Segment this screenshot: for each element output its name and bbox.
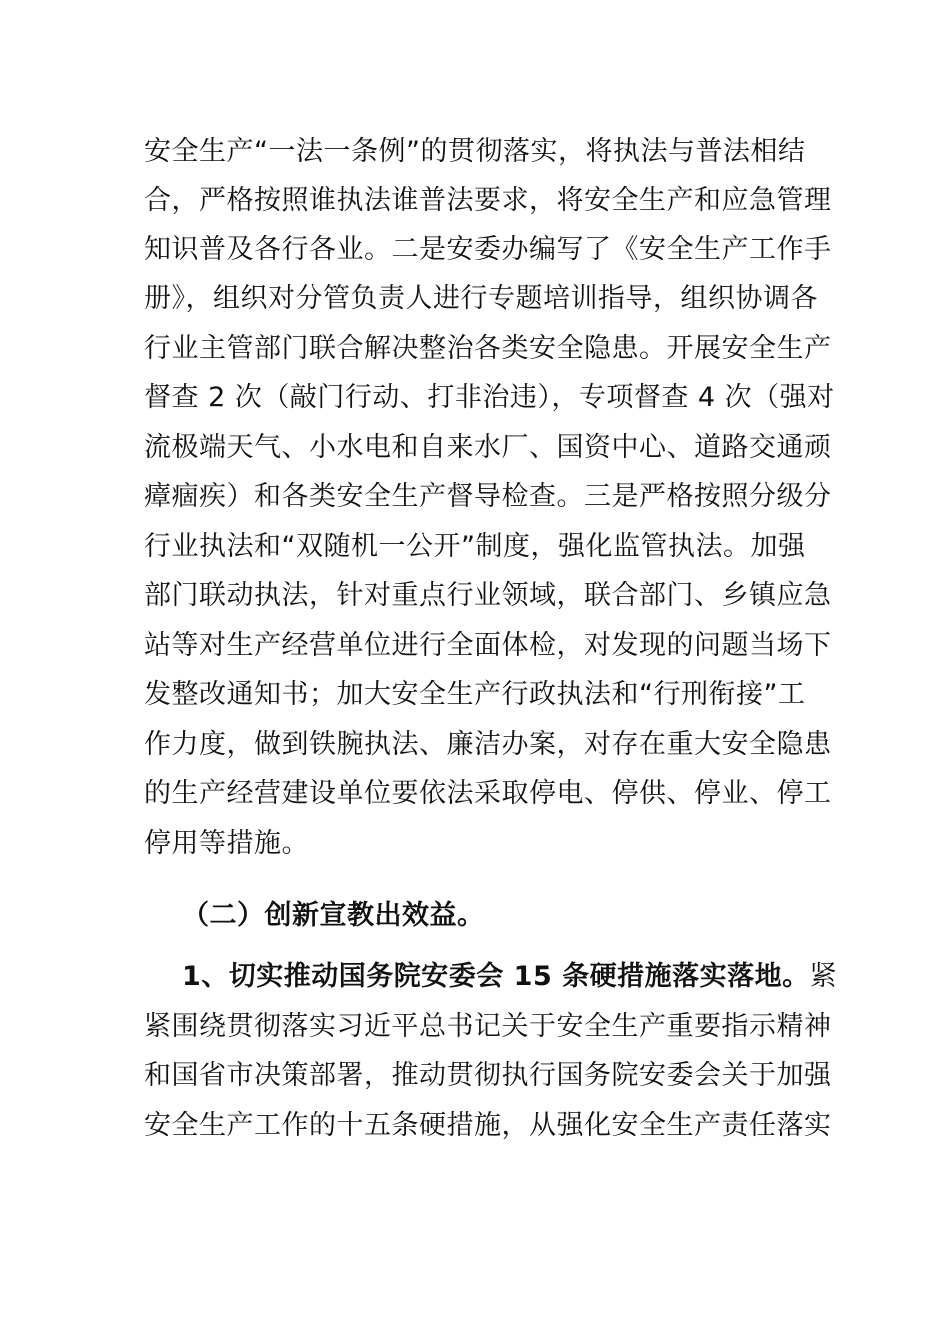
paragraph-line-15: 停用等措施。 <box>144 828 309 859</box>
paragraph-line-2: 合，严格按照谁执法谁普法要求，将安全生产和应急管理 <box>144 185 832 216</box>
paragraph-line-14: 的生产经营建设单位要依法采取停电、停供、停业、停工 <box>144 778 832 809</box>
paragraph-line-12: 发整改通知书；加大安全生产行政执法和“行刑衔接”工 <box>144 679 806 710</box>
paragraph-line-11: 站等对生产经营单位进行全面体检，对发现的问题当场下 <box>144 630 832 661</box>
paragraph-line-4: 册》，组织对分管负责人进行专题培训指导，组织协调各 <box>144 283 818 314</box>
item-1-first-line <box>182 955 837 999</box>
section-heading: （二）创新宣教出效益。 <box>182 900 485 931</box>
paragraph-line-3: 知识普及各行各业。二是安委办编写了《安全生产工作手 <box>144 234 832 265</box>
paragraph-line-10: 部门联动执法，针对重点行业领域，联合部门、乡镇应急 <box>144 580 832 611</box>
paragraph-line-13: 作力度，做到铁腕执法、廉洁办案，对存在重大安全隐患 <box>144 729 832 760</box>
item-1-line-4: 安全生产工作的十五条硬措施，从强化安全生产责任落实 <box>144 1110 832 1141</box>
paragraph-line-8: 瘴痼疾）和各类安全生产督导检查。三是严格按照分级分 <box>144 481 832 512</box>
paragraph-line-9: 行业执法和“双随机一公开”制度，强化监管执法。加强 <box>144 531 806 562</box>
paragraph-line-6: 督查 2 次（敲门行动、打非治违），专项督查 4 次（强对 <box>144 382 835 413</box>
item-1-title: 1、切实推动国务院安委会 15 条硬措施落实落地。 <box>182 961 810 992</box>
paragraph-line-5: 行业主管部门联合解决整治各类安全隐患。开展安全生产 <box>144 333 832 364</box>
item-1-line-2: 紧围绕贯彻落实习近平总书记关于安全生产重要指示精神 <box>144 1011 832 1042</box>
paragraph-line-7: 流极端天气、小水电和自来水厂、国资中心、道路交通顽 <box>144 432 832 463</box>
paragraph-line-1: 安全生产“一法一条例”的贯彻落实，将执法与普法相结 <box>144 136 806 167</box>
document-body <box>144 130 838 1150</box>
item-1-first-tail: 紧 <box>809 961 838 992</box>
item-1-line-3: 和国省市决策部署，推动贯彻执行国务院安委会关于加强 <box>144 1060 832 1091</box>
